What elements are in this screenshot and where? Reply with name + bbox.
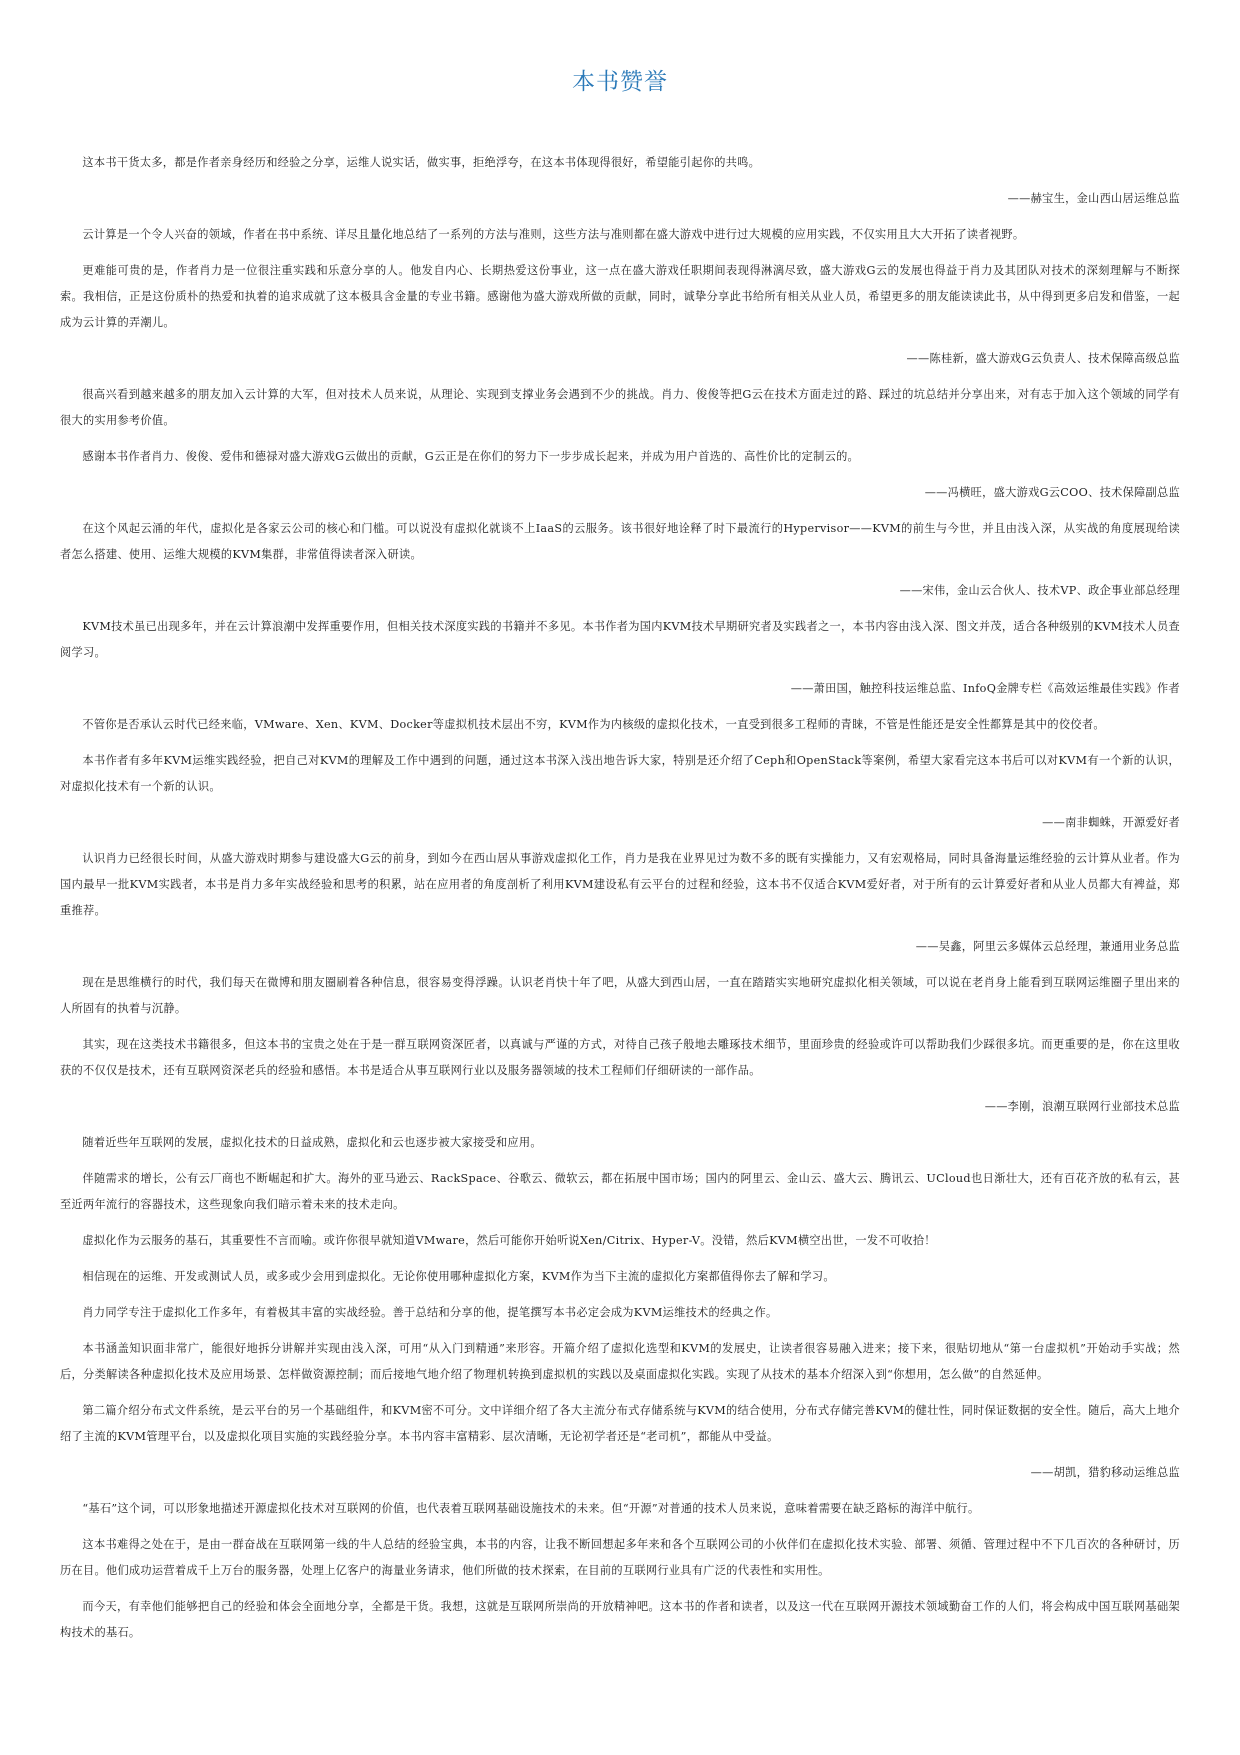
endorsement-paragraph: 本书涵盖知识面非常广，能很好地拆分讲解并实现由浅入深，可用“从入门到精通”来形容。开篇介绍了虚拟化选型和KVM的发展史，让读者很容易融入进来；接下来，很贴切地从“第一台虚拟机”开始动手实战；然后，分类解读各种虚拟化技术及应用场景、怎样做资源控制；而后接地气地介绍了物理机转换到虚拟机的实践以及桌面虚拟化实践。实现了从技术的基本介绍深入到“你想用，怎么做”的自然延伸。: [60, 1342, 1180, 1381]
endorser-signature: ——赫宝生，金山西山居运维总监: [1007, 192, 1180, 205]
endorsement-paragraph: 而今天，有幸他们能够把自己的经验和体会全面地分享，全都是干货。我想，这就是互联网所崇尚的开放精神吧。这本书的作者和读者，以及这一代在互联网开源技术领域勤奋工作的人们，将会构成中国互联网基础架构技术的基石。: [60, 1600, 1180, 1639]
page-title: 本书赞誉: [572, 69, 668, 95]
endorsement-paragraph: 虚拟化作为云服务的基石，其重要性不言而喻。或许你很早就知道VMware，然后可能你开始听说Xen/Citrix、Hyper-V。没错，然后KVM横空出世，一发不可收拾！: [82, 1234, 936, 1247]
endorsement-paragraph: 很高兴看到越来越多的朋友加入云计算的大军，但对技术人员来说，从理论、实现到支撑业务会遇到不少的挑战。肖力、俊俊等把G云在技术方面走过的路、踩过的坑总结并分享出来，对有志于加入这个领域的同学有很大的实用参考价值。: [60, 388, 1180, 427]
endorser-signature: ——陈桂新，盛大游戏G云负责人、技术保障高级总监: [906, 352, 1180, 365]
endorsement-paragraph: 其实，现在这类技术书籍很多，但这本书的宝贵之处在于是一群互联网资深匠者，以真诚与严谨的方式，对待自己孩子般地去雕琢技术细节，里面珍贵的经验或许可以帮助我们少踩很多坑。而更重要的是，你在这里收获的不仅仅是技术，还有互联网资深老兵的经验和感悟。本书是适合从事互联网行业以及服务器领域的技术工程师们仔细研读的一部作品。: [60, 1038, 1180, 1077]
endorsement-paragraph: 这本书难得之处在于，是由一群奋战在互联网第一线的牛人总结的经验宝典，本书的内容，让我不断回想起多年来和各个互联网公司的小伙伴们在虚拟化技术实验、部署、须循、管理过程中不下几百次的各种研讨，历历在目。他们成功运营着成千上万台的服务器，处理上亿客户的海量业务请求，他们所做的技术探索，在目前的互联网行业具有广泛的代表性和实用性。: [60, 1538, 1180, 1577]
endorsement-paragraph: 伴随需求的增长，公有云厂商也不断崛起和扩大。海外的亚马逊云、RackSpace、谷歌云、微软云，都在拓展中国市场；国内的阿里云、金山云、盛大云、腾讯云、UCloud也日渐壮大，还有百花齐放的私有云，甚至近两年流行的容器技术，这些现象向我们暗示着未来的技术走向。: [60, 1172, 1180, 1211]
endorsement-paragraph: 这本书干货太多，都是作者亲身经历和经验之分享，运维人说实话，做实事，拒绝浮夸，在这本书体现得很好，希望能引起你的共鸣。: [82, 156, 761, 169]
endorsement-paragraph: 本书作者有多年KVM运维实践经验，把自己对KVM的理解及工作中遇到的问题，通过这本书深入浅出地告诉大家，特别是还介绍了Ceph和OpenStack等案例，希望大家看完这本书后可以对KVM有一个新的认识，对虚拟化技术有一个新的认识。: [60, 754, 1180, 793]
endorser-signature: ——李刚，浪潮互联网行业部技术总监: [984, 1100, 1180, 1113]
endorsement-paragraph: 相信现在的运维、开发或测试人员，或多或少会用到虚拟化。无论你使用哪种虚拟化方案，KVM作为当下主流的虚拟化方案都值得你去了解和学习。: [82, 1270, 835, 1283]
endorsement-paragraph: 云计算是一个令人兴奋的领域，作者在书中系统、详尽且量化地总结了一系列的方法与准则，这些方法与准则都在盛大游戏中进行过大规模的应用实践，不仅实用且大大开拓了读者视野。: [82, 228, 1025, 241]
endorsement-paragraph: 更难能可贵的是，作者肖力是一位很注重实践和乐意分享的人。他发自内心、长期热爱这份事业，这一点在盛大游戏任职期间表现得淋漓尽致，盛大游戏G云的发展也得益于肖力及其团队对技术的深刻理解与不断探索。我相信，正是这份质朴的热爱和执着的追求成就了这本极具含金量的专业书籍。感谢他为盛大游戏所做的贡献，同时，诚挚分享此书给所有相关从业人员，希望更多的朋友能读读此书，从中得到更多启发和借鉴，一起成为云计算的弄潮儿。: [60, 264, 1180, 329]
endorser-signature: ——南非蜘蛛，开源爱好者: [1042, 816, 1180, 829]
endorsement-paragraph: KVM技术虽已出现多年，并在云计算浪潮中发挥重要作用，但相关技术深度实践的书籍并不多见。本书作者为国内KVM技术早期研究者及实践者之一，本书内容由浅入深、图文并茂，适合各种级别的KVM技术人员查阅学习。: [60, 620, 1180, 659]
endorser-signature: ——冯横旺，盛大游戏G云COO、技术保障副总监: [924, 486, 1180, 499]
endorsement-paragraph: 认识肖力已经很长时间，从盛大游戏时期参与建设盛大G云的前身，到如今在西山居从事游戏虚拟化工作，肖力是我在业界见过为数不多的既有实操能力，又有宏观格局，同时具备海量运维经验的云计算从业者。作为国内最早一批KVM实践者，本书是肖力多年实战经验和思考的积累，站在应用者的角度剖析了利用KVM建设私有云平台的过程和经验，这本书不仅适合KVM爱好者，对于所有的云计算爱好者和从业人员都大有裨益，郑重推荐。: [60, 852, 1180, 917]
endorsement-paragraph: “基石”这个词，可以形象地描述开源虚拟化技术对互联网的价值，也代表着互联网基础设施技术的未来。但“开源”对普通的技术人员来说，意味着需要在缺乏路标的海洋中航行。: [82, 1502, 980, 1515]
endorsement-list: [60, 150, 1180, 1646]
endorsement-paragraph: 肖力同学专注于虚拟化工作多年，有着极其丰富的实战经验。善于总结和分享的他，提笔撰写本书必定会成为KVM运维技术的经典之作。: [82, 1306, 778, 1319]
endorsement-paragraph: 现在是思维横行的时代，我们每天在微博和朋友圈刷着各种信息，很容易变得浮躁。认识老肖快十年了吧，从盛大到西山居，一直在踏踏实实地研究虚拟化相关领域，可以说在老肖身上能看到互联网运维圈子里出来的人所固有的执着与沉静。: [60, 976, 1180, 1015]
endorsement-paragraph: 不管你是否承认云时代已经来临，VMware、Xen、KVM、Docker等虚拟机技术层出不穷，KVM作为内核级的虚拟化技术，一直受到很多工程师的青睐，不管是性能还是安全性都算是其中的佼佼者。: [82, 718, 1105, 731]
endorsement-paragraph: 感谢本书作者肖力、俊俊、爱伟和德禄对盛大游戏G云做出的贡献，G云正是在你们的努力下一步步成长起来，并成为用户首选的、高性价比的定制云的。: [82, 450, 860, 463]
endorsement-paragraph: 第二篇介绍分布式文件系统，是云平台的另一个基础组件，和KVM密不可分。文中详细介绍了各大主流分布式存储系统与KVM的结合使用，分布式存储完善KVM的健壮性，同时保证数据的安全性。随后，高大上地介绍了主流的KVM管理平台，以及虚拟化项目实施的实践经验分享。本书内容丰富精彩、层次清晰，无论初学者还是“老司机”，都能从中受益。: [60, 1404, 1180, 1443]
endorser-signature: ——胡凯，猎豹移动运维总监: [1030, 1466, 1180, 1479]
endorser-signature: ——萧田国，触控科技运维总监、InfoQ金牌专栏《高效运维最佳实践》作者: [790, 682, 1180, 695]
endorser-signature: ——宋伟，金山云合伙人、技术VP、政企事业部总经理: [899, 584, 1180, 597]
endorsement-paragraph: 在这个风起云涌的年代，虚拟化是各家云公司的核心和门槛。可以说没有虚拟化就谈不上IaaS的云服务。该书很好地诠释了时下最流行的Hypervisor——KVM的前生与今世，并且由浅入深，从实战的角度展现给读者怎么搭建、使用、运维大规模的KVM集群，非常值得读者深入研读。: [60, 522, 1180, 561]
endorsement-paragraph: 随着近些年互联网的发展，虚拟化技术的日益成熟，虚拟化和云也逐步被大家接受和应用。: [82, 1136, 542, 1149]
document-page: [60, 0, 1180, 1656]
endorser-signature: ——吴鑫，阿里云多媒体云总经理，兼通用业务总监: [915, 940, 1180, 953]
